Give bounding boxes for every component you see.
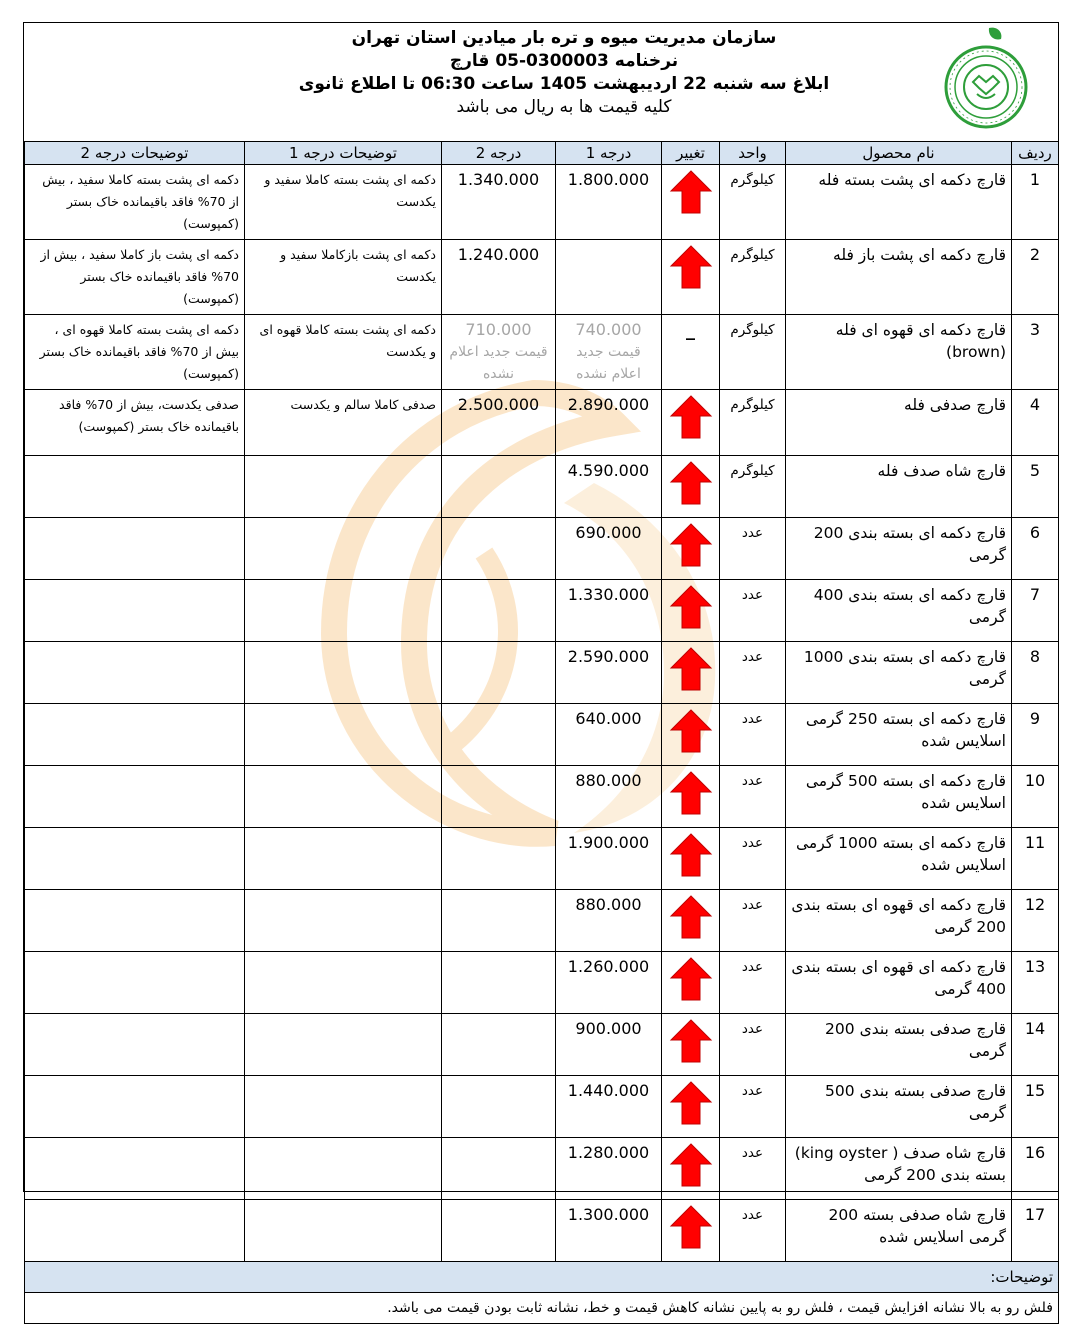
- grade1-description: [245, 952, 442, 1014]
- product-name: قارچ دکمه ای قهوه ای بسته بندی 400 گرمی: [786, 952, 1012, 1014]
- red-up-arrow-icon: [669, 708, 713, 754]
- grade1-price: 2.590.000: [556, 642, 662, 704]
- table-row: [25, 890, 1059, 952]
- row-index: 1: [1012, 165, 1059, 240]
- red-up-arrow-icon: [669, 832, 713, 878]
- col-index: ردیف: [1012, 142, 1059, 165]
- change-indicator: [662, 456, 720, 518]
- col-grade2: درجه 2: [442, 142, 556, 165]
- unit: کیلوگرم: [720, 165, 786, 240]
- grade2-price: [442, 518, 556, 580]
- unit: عدد: [720, 642, 786, 704]
- grade1-price: 1.440.000: [556, 1076, 662, 1138]
- grade1-value: 740.000: [575, 320, 642, 339]
- product-name: قارچ دکمه ای بسته بندی 1000 گرمی: [786, 642, 1012, 704]
- grade2-description: صدفی یکدست، بیش از 70% فاقد باقیمانده خاک بستر (کمپوست): [25, 390, 245, 456]
- red-up-arrow-icon: [669, 1204, 713, 1250]
- price-list-title: نرخنامه 0300003-05 قارچ: [449, 51, 679, 71]
- footer-label: توضیحات:: [25, 1262, 1059, 1293]
- grade2-price: [442, 766, 556, 828]
- grade2-description: دکمه ای پشت بسته کاملا قهوه ای ، بیش از 70% فاقد باقیمانده خاک بستر (کمپوست): [25, 315, 245, 390]
- grade2-description: [25, 766, 245, 828]
- change-indicator: [662, 1200, 720, 1262]
- product-name: قارچ دکمه ای بسته 250 گرمی اسلایس شده: [786, 704, 1012, 766]
- product-name: قارچ دکمه ای قهوه ای بسته بندی 200 گرمی: [786, 890, 1012, 952]
- grade1-description: [245, 890, 442, 952]
- red-up-arrow-icon: [669, 1142, 713, 1188]
- change-indicator: [662, 642, 720, 704]
- table-header-row: [25, 142, 1059, 165]
- product-name: قارچ صدفی فله: [786, 390, 1012, 456]
- change-indicator: [662, 828, 720, 890]
- row-index: 2: [1012, 240, 1059, 315]
- table-row: [25, 1200, 1059, 1262]
- change-indicator: [662, 1014, 720, 1076]
- grade1-note: قیمت جدید اعلام نشده: [576, 344, 641, 382]
- table-row: [25, 642, 1059, 704]
- product-name: قارچ شاه صدف فله: [786, 456, 1012, 518]
- grade1-description: دکمه ای پشت بسته کاملا سفید و یکدست: [245, 165, 442, 240]
- grade1-price: 1.260.000: [556, 952, 662, 1014]
- row-index: 4: [1012, 390, 1059, 456]
- row-index: 7: [1012, 580, 1059, 642]
- grade2-price: [442, 1076, 556, 1138]
- row-index: 15: [1012, 1076, 1059, 1138]
- grade1-description: [245, 518, 442, 580]
- grade1-price: 900.000: [556, 1014, 662, 1076]
- col-name: نام محصول: [786, 142, 1012, 165]
- grade2-description: [25, 1200, 245, 1262]
- product-name: قارچ دکمه ای بسته بندی 200 گرمی: [786, 518, 1012, 580]
- grade1-price: 880.000: [556, 766, 662, 828]
- product-name: قارچ دکمه ای پشت بسته فله: [786, 165, 1012, 240]
- unit: کیلوگرم: [720, 315, 786, 390]
- row-index: 16: [1012, 1138, 1059, 1200]
- product-name: قارچ دکمه ای بسته 1000 گرمی اسلایس شده: [786, 828, 1012, 890]
- row-index: 10: [1012, 766, 1059, 828]
- unit: عدد: [720, 1076, 786, 1138]
- row-index: 6: [1012, 518, 1059, 580]
- grade1-price: [556, 240, 662, 315]
- change-indicator: [662, 890, 720, 952]
- red-up-arrow-icon: [669, 770, 713, 816]
- red-up-arrow-icon: [669, 1080, 713, 1126]
- grade1-price: [556, 315, 662, 390]
- unit: عدد: [720, 518, 786, 580]
- grade1-price: 690.000: [556, 518, 662, 580]
- change-indicator: [662, 1138, 720, 1200]
- document-frame: [23, 22, 1059, 1316]
- unit: عدد: [720, 580, 786, 642]
- red-up-arrow-icon: [669, 956, 713, 1002]
- grade2-note: قیمت جدید اعلام نشده: [449, 344, 548, 382]
- grade2-price: [442, 952, 556, 1014]
- change-indicator: [662, 518, 720, 580]
- table-row: [25, 766, 1059, 828]
- col-change: تغییر: [662, 142, 720, 165]
- table-row: [25, 1014, 1059, 1076]
- grade2-price: 2.500.000: [442, 390, 556, 456]
- grade2-description: [25, 1076, 245, 1138]
- grade2-value: 710.000: [465, 320, 532, 339]
- red-up-arrow-icon: [669, 522, 713, 568]
- footer-text-row: [25, 1293, 1059, 1324]
- product-name: قارچ دکمه ای پشت باز فله: [786, 240, 1012, 315]
- unit: عدد: [720, 1138, 786, 1200]
- grade2-description: [25, 456, 245, 518]
- change-indicator: [662, 390, 720, 456]
- grade1-description: [245, 704, 442, 766]
- grade1-description: دکمه ای پشت بسته کاملا قهوه ای و یکدست: [245, 315, 442, 390]
- grade2-description: دکمه ای پشت بسته کاملا سفید ، بیش از 70% فاقد باقیمانده خاک بستر (کمپوست): [25, 165, 245, 240]
- change-indicator: [662, 165, 720, 240]
- unit: کیلوگرم: [720, 390, 786, 456]
- grade1-description: [245, 1138, 442, 1200]
- unit: عدد: [720, 766, 786, 828]
- grade2-description: [25, 1014, 245, 1076]
- product-name: قارچ شاه صدفی بسته 200 گرمی اسلایس شده: [786, 1200, 1012, 1262]
- table-row: [25, 456, 1059, 518]
- grade2-description: [25, 642, 245, 704]
- grade1-description: دکمه ای پشت بازکاملا سفید و یکدست: [245, 240, 442, 315]
- price-table: [24, 141, 1059, 1324]
- grade2-price: [442, 828, 556, 890]
- table-row: [25, 1138, 1059, 1200]
- table-row: [25, 390, 1059, 456]
- change-indicator: [662, 240, 720, 315]
- grade1-price: 640.000: [556, 704, 662, 766]
- grade1-description: [245, 580, 442, 642]
- product-name: قارچ دکمه ای بسته بندی 400 گرمی: [786, 580, 1012, 642]
- grade2-description: دکمه ای پشت باز کاملا سفید ، بیش از 70% فاقد باقیمانده خاک بستر (کمپوست): [25, 240, 245, 315]
- row-index: 13: [1012, 952, 1059, 1014]
- red-up-arrow-icon: [669, 1018, 713, 1064]
- unit: کیلوگرم: [720, 456, 786, 518]
- row-index: 3: [1012, 315, 1059, 390]
- grade2-price: [442, 1014, 556, 1076]
- row-index: 12: [1012, 890, 1059, 952]
- change-indicator: [662, 952, 720, 1014]
- grade2-description: [25, 580, 245, 642]
- row-index: 9: [1012, 704, 1059, 766]
- grade2-price: 1.240.000: [442, 240, 556, 315]
- grade1-description: [245, 1200, 442, 1262]
- grade1-description: صدفی کاملا سالم و یکدست: [245, 390, 442, 456]
- unit: عدد: [720, 1014, 786, 1076]
- col-desc2: توضیحات درجه 2: [25, 142, 245, 165]
- col-grade1: درجه 1: [556, 142, 662, 165]
- product-name: قارچ دکمه ای قهوه ای فله (brown): [786, 315, 1012, 390]
- announce-line: ابلاغ سه شنبه 22 اردیبهشت 1405 ساعت 06:30 تا اطلاع ثانوی: [298, 74, 830, 94]
- unit: کیلوگرم: [720, 240, 786, 315]
- row-index: 14: [1012, 1014, 1059, 1076]
- table-row: [25, 165, 1059, 240]
- change-indicator: [662, 704, 720, 766]
- row-index: 5: [1012, 456, 1059, 518]
- red-up-arrow-icon: [669, 584, 713, 630]
- red-up-arrow-icon: [669, 460, 713, 506]
- grade2-price: [442, 315, 556, 390]
- grade1-price: 1.280.000: [556, 1138, 662, 1200]
- grade1-price: 880.000: [556, 890, 662, 952]
- red-up-arrow-icon: [669, 894, 713, 940]
- red-up-arrow-icon: [669, 244, 713, 290]
- grade1-description: [245, 642, 442, 704]
- grade1-description: [245, 828, 442, 890]
- grade2-price: [442, 580, 556, 642]
- change-indicator: [662, 580, 720, 642]
- unit: عدد: [720, 1200, 786, 1262]
- grade1-price: 1.300.000: [556, 1200, 662, 1262]
- table-row: [25, 704, 1059, 766]
- currency-note: کلیه قیمت ها به ریال می باشد: [456, 97, 672, 117]
- red-up-arrow-icon: [669, 169, 713, 215]
- grade1-price: 1.330.000: [556, 580, 662, 642]
- grade1-description: [245, 766, 442, 828]
- col-unit: واحد: [720, 142, 786, 165]
- grade2-price: [442, 1200, 556, 1262]
- red-up-arrow-icon: [669, 646, 713, 692]
- product-name: قارچ دکمه ای بسته 500 گرمی اسلایس شده: [786, 766, 1012, 828]
- org-title: سازمان مدیریت میوه و تره بار میادین استان تهران: [351, 28, 777, 48]
- grade2-description: [25, 704, 245, 766]
- municipality-logo-icon: [939, 24, 1034, 136]
- change-indicator: [662, 315, 720, 390]
- change-indicator: [662, 766, 720, 828]
- grade2-description: [25, 952, 245, 1014]
- grade1-description: [245, 1014, 442, 1076]
- header-text: [204, 27, 924, 119]
- table-row: [25, 828, 1059, 890]
- table-row: [25, 580, 1059, 642]
- footer-text: فلش رو به بالا نشانه افزایش قیمت ، فلش رو به پایین نشانه کاهش قیمت و خط، نشانه ثابت بودن قیمت می باشد.: [25, 1293, 1059, 1324]
- product-name: قارچ شاه صدف ( king oyster) بسته بندی 200 گرمی: [786, 1138, 1012, 1200]
- row-index: 8: [1012, 642, 1059, 704]
- grade2-description: [25, 1138, 245, 1200]
- dash-icon: _: [686, 320, 695, 341]
- grade1-price: 2.890.000: [556, 390, 662, 456]
- grade1-description: [245, 1076, 442, 1138]
- change-indicator: [662, 1076, 720, 1138]
- row-index: 17: [1012, 1200, 1059, 1262]
- col-desc1: توضیحات درجه 1: [245, 142, 442, 165]
- unit: عدد: [720, 952, 786, 1014]
- grade1-price: 1.900.000: [556, 828, 662, 890]
- table-row: [25, 240, 1059, 315]
- row-index: 11: [1012, 828, 1059, 890]
- table-row: [25, 315, 1059, 390]
- grade2-description: [25, 518, 245, 580]
- grade2-price: 1.340.000: [442, 165, 556, 240]
- document-header: [24, 23, 1058, 142]
- grade2-price: [442, 890, 556, 952]
- grade1-price: 4.590.000: [556, 456, 662, 518]
- red-up-arrow-icon: [669, 394, 713, 440]
- grade1-description: [245, 456, 442, 518]
- unit: عدد: [720, 828, 786, 890]
- unit: عدد: [720, 890, 786, 952]
- grade2-price: [442, 704, 556, 766]
- grade2-price: [442, 456, 556, 518]
- product-name: قارچ صدفی بسته بندی 200 گرمی: [786, 1014, 1012, 1076]
- product-name: قارچ صدفی بسته بندی 500 گرمی: [786, 1076, 1012, 1138]
- table-row: [25, 1076, 1059, 1138]
- table-row: [25, 518, 1059, 580]
- table-row: [25, 952, 1059, 1014]
- unit: عدد: [720, 704, 786, 766]
- grade2-description: [25, 890, 245, 952]
- grade2-description: [25, 828, 245, 890]
- footer-label-row: [25, 1262, 1059, 1293]
- grade2-price: [442, 642, 556, 704]
- grade2-price: [442, 1138, 556, 1200]
- grade1-price: 1.800.000: [556, 165, 662, 240]
